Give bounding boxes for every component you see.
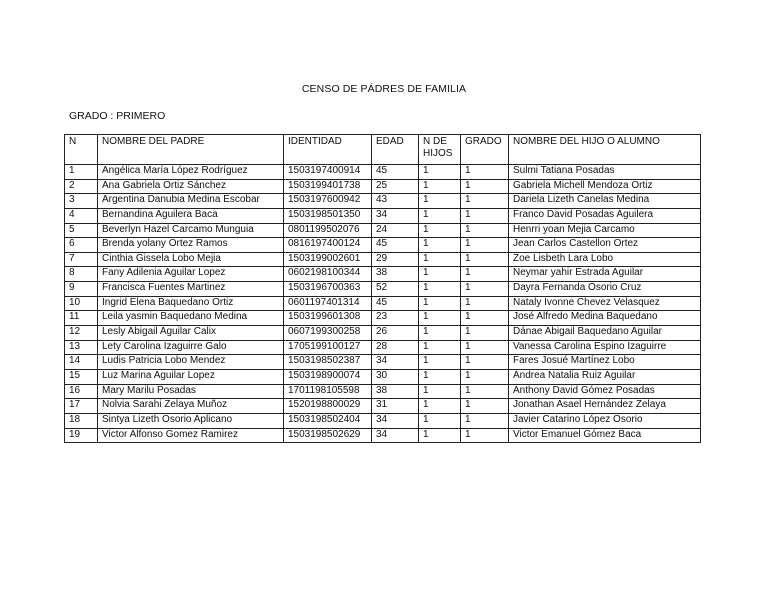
table-row	[65, 326, 701, 341]
grade-cell: 1	[461, 340, 509, 355]
num-children-cell: 1	[419, 282, 461, 297]
table-row	[65, 238, 701, 253]
row-number-cell: 14	[65, 355, 98, 370]
grade-cell: 1	[461, 208, 509, 223]
child-name-cell: Dayra Fernanda Osorio Cruz	[509, 282, 701, 297]
grade-cell: 1	[461, 355, 509, 370]
num-children-cell: 1	[419, 194, 461, 209]
row-number-cell: 19	[65, 428, 98, 443]
age-cell: 45	[372, 296, 419, 311]
identity-number-cell: 0602198100344	[284, 267, 372, 282]
parent-name-cell: Ana Gabriela Ortiz Sánchez	[98, 179, 284, 194]
parent-name-cell: Mary Marilu Posadas	[98, 384, 284, 399]
child-name-cell: Gabriela Michell Mendoza Ortiz	[509, 179, 701, 194]
census-table	[64, 134, 701, 443]
parent-name-cell: Victor Alfonso Gomez Ramirez	[98, 428, 284, 443]
num-children-cell: 1	[419, 399, 461, 414]
num-children-cell: 1	[419, 223, 461, 238]
age-cell: 34	[372, 413, 419, 428]
row-number-cell: 13	[65, 340, 98, 355]
row-number-cell: 16	[65, 384, 98, 399]
identity-number-cell: 1701198105598	[284, 384, 372, 399]
num-children-cell: 1	[419, 413, 461, 428]
age-cell: 38	[372, 384, 419, 399]
table-row	[65, 399, 701, 414]
row-number-cell: 18	[65, 413, 98, 428]
child-name-cell: Jean Carlos Castellon Ortez	[509, 238, 701, 253]
parent-name-cell: Fany Adilenia Aguilar Lopez	[98, 267, 284, 282]
row-number-cell: 4	[65, 208, 98, 223]
num-children-cell: 1	[419, 384, 461, 399]
num-children-cell: 1	[419, 267, 461, 282]
table-row	[65, 208, 701, 223]
table-row	[65, 165, 701, 180]
identity-number-cell: 1503198502404	[284, 413, 372, 428]
identity-number-cell: 0601197401314	[284, 296, 372, 311]
table-row	[65, 340, 701, 355]
header-row	[65, 135, 701, 165]
table-row	[65, 267, 701, 282]
age-cell: 52	[372, 282, 419, 297]
table-row	[65, 369, 701, 384]
identity-number-cell: 1503197400914	[284, 165, 372, 180]
child-name-cell: Dánae Abigail Baquedano Aguilar	[509, 326, 701, 341]
col-header-num-children: N DE HIJOS	[419, 135, 461, 165]
parent-name-cell: Lesly Abigail Aguilar Calix	[98, 326, 284, 341]
grade-cell: 1	[461, 252, 509, 267]
table-row	[65, 194, 701, 209]
identity-number-cell: 1503198502629	[284, 428, 372, 443]
row-number-cell: 3	[65, 194, 98, 209]
grade-cell: 1	[461, 238, 509, 253]
age-cell: 29	[372, 252, 419, 267]
identity-number-cell: 1503198900074	[284, 369, 372, 384]
identity-number-cell: 1503197600942	[284, 194, 372, 209]
table-row	[65, 428, 701, 443]
row-number-cell: 15	[65, 369, 98, 384]
parent-name-cell: Ingrid Elena Baquedano Ortiz	[98, 296, 284, 311]
child-name-cell: Andrea Natalia Ruiz Aguilar	[509, 369, 701, 384]
num-children-cell: 1	[419, 296, 461, 311]
grade-cell: 1	[461, 267, 509, 282]
child-name-cell: Neymar yahir Estrada Aguilar	[509, 267, 701, 282]
child-name-cell: Zoe Lisbeth Lara Lobo	[509, 252, 701, 267]
num-children-cell: 1	[419, 238, 461, 253]
parent-name-cell: Francisca Fuentes Martinez	[98, 282, 284, 297]
age-cell: 45	[372, 238, 419, 253]
age-cell: 45	[372, 165, 419, 180]
parent-name-cell: Nolvia Sarahi Zelaya Muñoz	[98, 399, 284, 414]
row-number-cell: 5	[65, 223, 98, 238]
parent-name-cell: Sintya Lizeth Osorio Aplicano	[98, 413, 284, 428]
grade-cell: 1	[461, 369, 509, 384]
parent-name-cell: Ludis Patricia Lobo Mendez	[98, 355, 284, 370]
row-number-cell: 10	[65, 296, 98, 311]
parent-name-cell: Leila yasmin Baquedano Medina	[98, 311, 284, 326]
num-children-cell: 1	[419, 355, 461, 370]
num-children-cell: 1	[419, 208, 461, 223]
age-cell: 24	[372, 223, 419, 238]
col-header-n: N	[65, 135, 98, 165]
col-header-identity: IDENTIDAD	[284, 135, 372, 165]
row-number-cell: 12	[65, 326, 98, 341]
table-row	[65, 413, 701, 428]
parent-name-cell: Cinthia Gissela Lobo Mejia	[98, 252, 284, 267]
child-name-cell: Dariela Lizeth Canelas Medina	[509, 194, 701, 209]
child-name-cell: Jonathan Asael Hernández Zelaya	[509, 399, 701, 414]
grade-label: GRADO : PRIMERO	[69, 110, 166, 122]
row-number-cell: 8	[65, 267, 98, 282]
grade-cell: 1	[461, 223, 509, 238]
table-body	[65, 165, 701, 443]
table-row	[65, 296, 701, 311]
identity-number-cell: 1503199401738	[284, 179, 372, 194]
grade-cell: 1	[461, 179, 509, 194]
table-row	[65, 252, 701, 267]
table-row	[65, 282, 701, 297]
child-name-cell: Javier Catarino López Osorio	[509, 413, 701, 428]
num-children-cell: 1	[419, 179, 461, 194]
grade-cell: 1	[461, 428, 509, 443]
parent-name-cell: Lety Carolina Izaguirre Galo	[98, 340, 284, 355]
row-number-cell: 7	[65, 252, 98, 267]
row-number-cell: 9	[65, 282, 98, 297]
child-name-cell: Victor Emanuel Gómez Baca	[509, 428, 701, 443]
num-children-cell: 1	[419, 165, 461, 180]
parent-name-cell: Argentina Danubia Medina Escobar	[98, 194, 284, 209]
identity-number-cell: 1520198800029	[284, 399, 372, 414]
parent-name-cell: Brenda yolany Ortez Ramos	[98, 238, 284, 253]
child-name-cell: José Alfredo Medina Baquedano	[509, 311, 701, 326]
grade-cell: 1	[461, 296, 509, 311]
age-cell: 31	[372, 399, 419, 414]
num-children-cell: 1	[419, 340, 461, 355]
num-children-cell: 1	[419, 252, 461, 267]
grade-cell: 1	[461, 326, 509, 341]
parent-name-cell: Luz Marina Aguilar Lopez	[98, 369, 284, 384]
table-row	[65, 355, 701, 370]
age-cell: 34	[372, 208, 419, 223]
child-name-cell: Sulmi Tatiana Posadas	[509, 165, 701, 180]
row-number-cell: 1	[65, 165, 98, 180]
grade-cell: 1	[461, 399, 509, 414]
identity-number-cell: 1503199601308	[284, 311, 372, 326]
grade-cell: 1	[461, 384, 509, 399]
identity-number-cell: 1503198501350	[284, 208, 372, 223]
identity-number-cell: 1705199100127	[284, 340, 372, 355]
grade-cell: 1	[461, 311, 509, 326]
identity-number-cell: 0816197400124	[284, 238, 372, 253]
col-header-age: EDAD	[372, 135, 419, 165]
parent-name-cell: Bernandina Aguilera Baca	[98, 208, 284, 223]
age-cell: 30	[372, 369, 419, 384]
num-children-cell: 1	[419, 369, 461, 384]
age-cell: 28	[372, 340, 419, 355]
col-header-grade: GRADO	[461, 135, 509, 165]
child-name-cell: Nataly Ivonne Chevez Velasquez	[509, 296, 701, 311]
child-name-cell: Vanessa Carolina Espino Izaguirre	[509, 340, 701, 355]
row-number-cell: 6	[65, 238, 98, 253]
num-children-cell: 1	[419, 428, 461, 443]
age-cell: 26	[372, 326, 419, 341]
col-header-child-name: NOMBRE DEL HIJO O ALUMNO	[509, 135, 701, 165]
row-number-cell: 17	[65, 399, 98, 414]
row-number-cell: 2	[65, 179, 98, 194]
parent-name-cell: Angélica María López Rodríguez	[98, 165, 284, 180]
table-row	[65, 179, 701, 194]
child-name-cell: Franco David Posadas Aguilera	[509, 208, 701, 223]
num-children-cell: 1	[419, 326, 461, 341]
grade-cell: 1	[461, 165, 509, 180]
table-row	[65, 384, 701, 399]
child-name-cell: Fares Josué Martínez Lobo	[509, 355, 701, 370]
age-cell: 23	[372, 311, 419, 326]
document-title: CENSO DE PÁDRES DE FAMILIA	[301, 83, 467, 95]
identity-number-cell: 1503198502387	[284, 355, 372, 370]
grade-cell: 1	[461, 413, 509, 428]
age-cell: 34	[372, 428, 419, 443]
parent-name-cell: Beverlyn Hazel Carcamo Munguia	[98, 223, 284, 238]
num-children-cell: 1	[419, 311, 461, 326]
col-header-parent-name: NOMBRE DEL PADRE	[98, 135, 284, 165]
grade-cell: 1	[461, 282, 509, 297]
row-number-cell: 11	[65, 311, 98, 326]
table-row	[65, 223, 701, 238]
grade-cell: 1	[461, 194, 509, 209]
identity-number-cell: 0607199300258	[284, 326, 372, 341]
identity-number-cell: 0801199502076	[284, 223, 372, 238]
age-cell: 38	[372, 267, 419, 282]
child-name-cell: Anthony David Gómez Posadas	[509, 384, 701, 399]
age-cell: 34	[372, 355, 419, 370]
identity-number-cell: 1503199002601	[284, 252, 372, 267]
age-cell: 25	[372, 179, 419, 194]
child-name-cell: Henrri yoan Mejia Carcamo	[509, 223, 701, 238]
table-row	[65, 311, 701, 326]
age-cell: 43	[372, 194, 419, 209]
identity-number-cell: 1503196700363	[284, 282, 372, 297]
